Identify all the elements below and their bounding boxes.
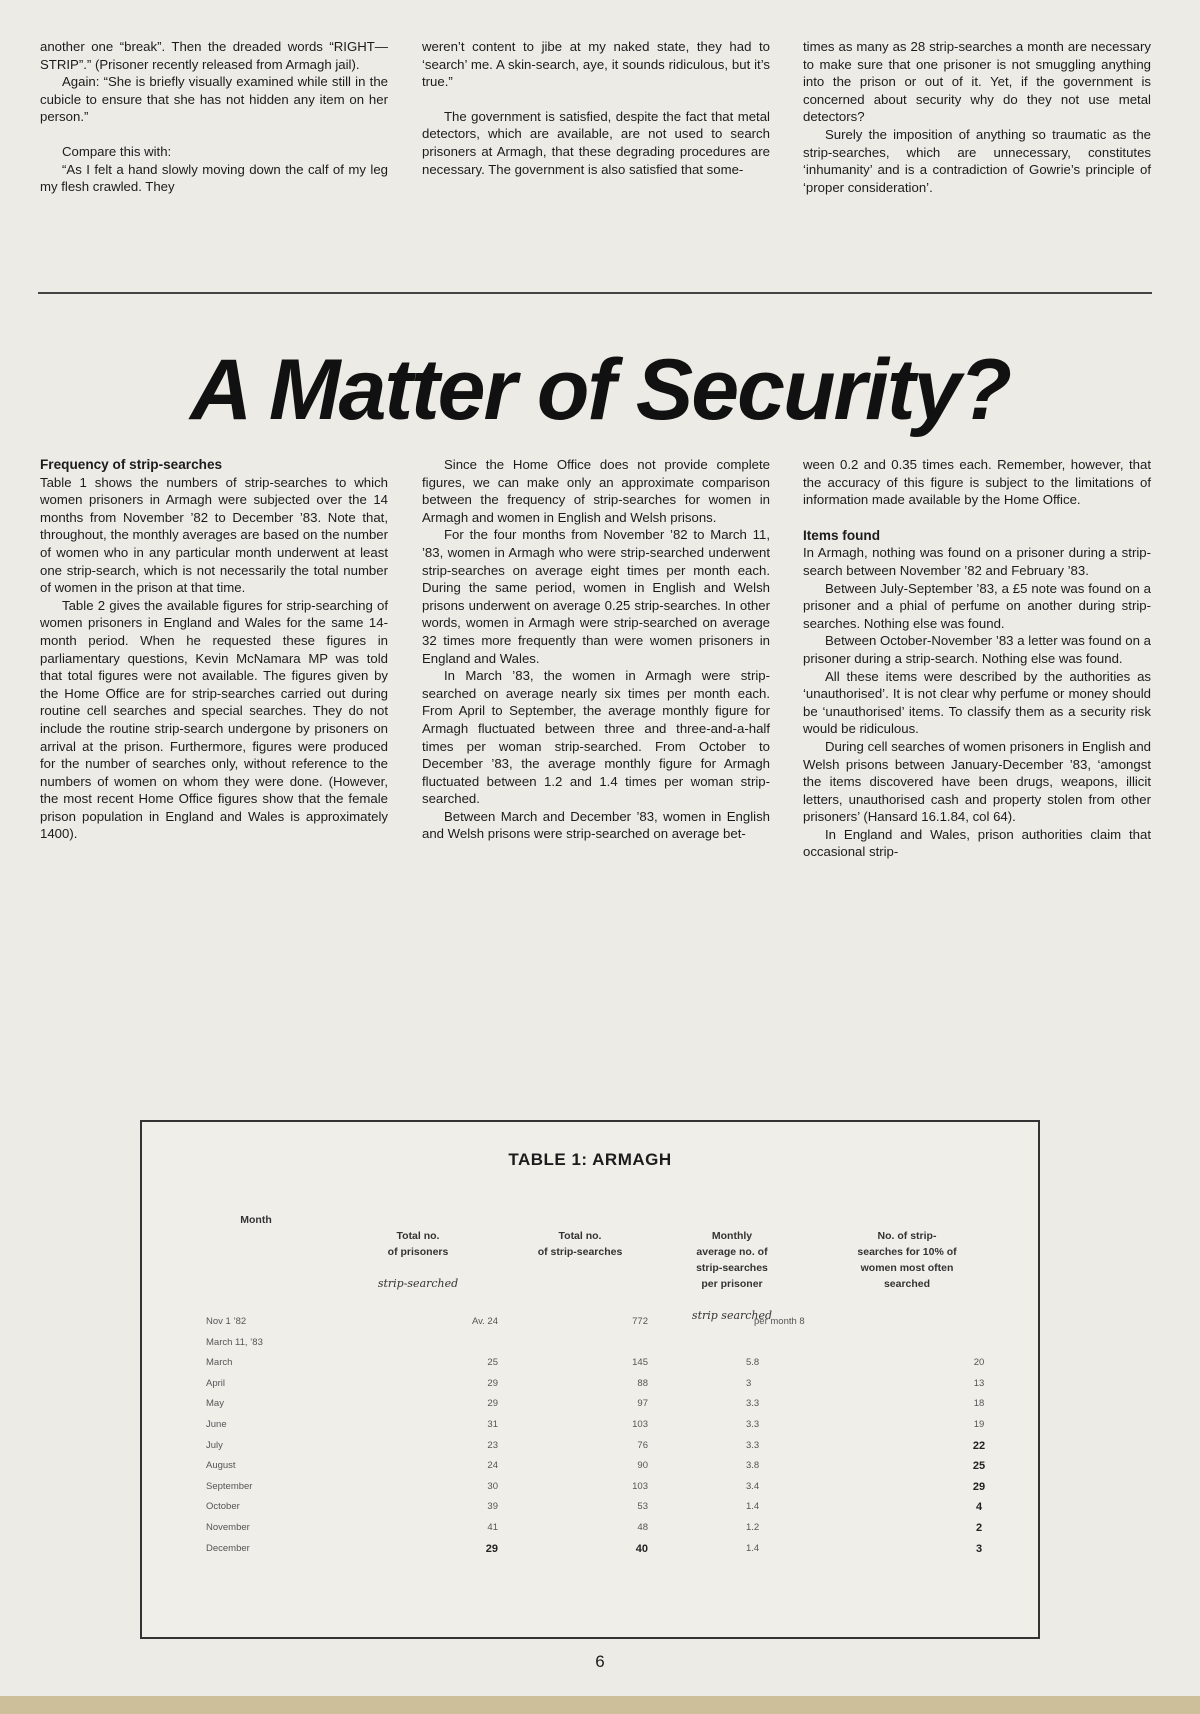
cell-searches: 53 (637, 1501, 648, 1513)
cell-month: October (206, 1501, 240, 1513)
cell-prisoners: 41 (487, 1522, 498, 1533)
table-row (142, 1501, 1038, 1521)
paragraph: Between March and December ’83, women in English and Welsh prisons were strip-searched on average bet- (422, 808, 770, 842)
cell-searches: 90 (637, 1460, 648, 1472)
section-heading: Frequency of strip-searches (40, 457, 223, 472)
paragraph: Surely the imposition of anything so traumatic as the strip-searches, which are unnecessary, constitutes ‘inhumanity’ and is a contradiction of Gowrie’s principle of ‘proper consideration’. (803, 126, 1151, 195)
table-row (142, 1398, 1038, 1418)
column-header-average: Monthly average no. of strip-searches per prisoner strip searched (691, 1230, 773, 1322)
cell-prisoners: 29 (485, 1542, 498, 1555)
table-row (142, 1357, 1038, 1377)
cell-month: September (206, 1480, 253, 1492)
table-row (142, 1440, 1038, 1460)
cell-ten-percent: 2 (975, 1522, 983, 1534)
cell-month: May (206, 1398, 224, 1410)
table-row (142, 1543, 1038, 1563)
column-header-searches: Total no. of strip-searches (537, 1230, 623, 1258)
table-row (142, 1481, 1038, 1501)
paragraph: During cell searches of women prisoners in English and Welsh prisons between January-December ’83, ‘amongst the items discovered have been drugs, weapons, illicit letters, unauthorised cash and property stolen from other prisoners’ (Hansard 16.1.84, col 64). (803, 738, 1151, 825)
paragraph: Table 2 gives the available figures for strip-searching of women prisoners in England and Wales for the same 14-month period. When he requested these figures in parliamentary questions, Kevin McNamara MP was told that total figures were not available. The figures given by the Home Office are for strip-searches carried out during routine cell searches and special searches. They do not include the routine strip-search undergone by prisoners on arrival at the prison. Furthermore, figures were produced for the number of searches only, without reference to the numbers of women on whom they were done. (However, the most recent Home Office figures show that the female prison population in England and Wales is approximately 1400). (40, 597, 388, 842)
paragraph: Compare this with: (62, 143, 172, 159)
paragraph: Again: “She is briefly visually examined while still in the cubicle to ensure that she has not hidden any item on her person.” (40, 74, 388, 125)
article-column-2 (422, 456, 770, 843)
cell-month: March 11, ’83 (206, 1336, 263, 1348)
cell-month: August (206, 1460, 236, 1472)
cell-average: 3.8 (746, 1460, 760, 1472)
cell-searches: 40 (635, 1542, 648, 1555)
column-header-ten-percent: No. of strip- searches for 10% of women most often searched (857, 1230, 957, 1290)
cell-prisoners: 29 (487, 1377, 498, 1389)
cell-searches: 772 (632, 1316, 648, 1327)
article-column-3 (803, 456, 1151, 861)
section-heading: Items found (803, 527, 881, 543)
cell-searches: 103 (632, 1419, 648, 1430)
cell-searches: 88 (637, 1377, 648, 1389)
cell-prisoners: 30 (487, 1480, 498, 1492)
cell-average: 3.3 (746, 1398, 760, 1410)
paragraph: Since the Home Office does not provide complete figures, we can make only an approximate comparison between the frequency of strip-searches for women in Armagh and women in English and Welsh prisons. (422, 457, 770, 525)
cell-average: 1.2 (746, 1522, 760, 1533)
cell-note: per month 8 (754, 1316, 805, 1327)
cell-average: 3 (746, 1377, 752, 1389)
article-column-1 (40, 456, 388, 843)
cell-searches: 103 (632, 1480, 648, 1492)
table-row (142, 1419, 1038, 1439)
page-number: 6 (595, 1652, 605, 1671)
column-header-prisoners: Total no. of prisoners strip-searched (377, 1230, 459, 1290)
cell-prisoners: 25 (487, 1357, 498, 1369)
cell-prisoners: Av. 24 (471, 1316, 498, 1327)
column-header-month: Month (240, 1214, 272, 1226)
cell-ten-percent: 3 (975, 1542, 983, 1555)
cell-average: 3.3 (746, 1439, 760, 1451)
table-row (142, 1378, 1038, 1398)
paragraph: “As I felt a hand slowly moving down the calf of my leg my flesh crawled. They (40, 161, 388, 195)
paragraph: Table 1 shows the numbers of strip-searches to which women prisoners in Armagh were subjected over the 14 months from November ’82 to December ’83. Note that, throughout, the monthly averages are based on the number of women who in any particular month underwent at least one strip-search, which is not necessarily the total number of women in the prison at that time. (40, 474, 388, 596)
cell-searches: 76 (637, 1439, 648, 1451)
table-row (142, 1460, 1038, 1480)
table-row (142, 1316, 1038, 1336)
paragraph: Between July-September ’83, a £5 note was found on a prisoner and a phial of perfume on another during strip-searches. Nothing else was found. (803, 580, 1151, 631)
cell-month: July (206, 1439, 223, 1451)
paragraph: The government is satisfied, despite the fact that metal detectors, which are available, are not used to search prisoners at Armagh, that these degrading procedures are necessary. The government is also satisfied that some- (422, 108, 770, 177)
paragraph: All these items were described by the authorities as ‘unauthorised’. It is not clear why perfume or money should be ‘unauthorised’ items. To classify them as a security risk would be ridiculous. (803, 668, 1151, 737)
handwritten-annotation: strip searched (691, 1309, 773, 1322)
table-row (142, 1337, 1038, 1357)
cell-month: March (206, 1357, 233, 1369)
cell-ten-percent: 25 (972, 1460, 986, 1473)
table-armagh (140, 1120, 1040, 1639)
cell-prisoners: 24 (487, 1460, 498, 1472)
cell-average: 1.4 (746, 1501, 760, 1513)
top-column-2 (422, 38, 770, 178)
paragraph: another one “break”. Then the dreaded words “RIGHT—STRIP”.” (Prisoner recently released from Armagh jail). (40, 39, 388, 72)
section-divider (38, 292, 1152, 294)
paragraph: In Armagh, nothing was found on a prisoner during a strip-search between November ’82 and February ’83. (803, 545, 1151, 578)
cell-prisoners: 23 (487, 1439, 498, 1451)
cell-searches: 145 (632, 1357, 648, 1369)
paragraph: times as many as 28 strip-searches a month are necessary to make sure that one prisoner is not smuggling anything into the prison or out of it. Yet, if the government is concerned about security why do they not use metal detectors? (803, 39, 1151, 125)
paragraph: For the four months from November ’82 to March 11, ’83, women in Armagh who were strip-searched underwent strip-searches on average eight times per month each. During the same period, women in English and Welsh prisons underwent on average 0.25 strip-searches. In other words, women in Armagh were strip-searched on average 32 times more frequently than were women prisoners in England and Wales. (422, 527, 770, 666)
cell-prisoners: 39 (487, 1501, 498, 1513)
table-title: TABLE 1: ARMAGH (508, 1150, 672, 1169)
cell-ten-percent: 19 (973, 1419, 985, 1430)
cell-month: Nov 1 ’82 (206, 1316, 247, 1327)
top-column-1 (40, 38, 388, 196)
cell-ten-percent: 13 (973, 1377, 985, 1389)
paragraph: ween 0.2 and 0.35 times each. Remember, however, that the accuracy of this figure is subject to the limitations of information made available by the Home Office. (803, 457, 1151, 508)
paragraph: Between October-November ’83 a letter was found on a prisoner during a strip-search. Nothing else was found. (803, 633, 1151, 666)
cell-average: 3.3 (746, 1419, 760, 1430)
top-column-3 (803, 38, 1151, 196)
cell-month: December (206, 1542, 250, 1554)
cell-ten-percent: 4 (975, 1501, 983, 1514)
paragraph: In March ’83, the women in Armagh were strip-searched on average nearly six times per month each. From April to September, the average monthly figure for Armagh fluctuated between three and three-and-a-half times per woman strip-searched. From October to December ’83, the average monthly figure for Armagh fluctuated between 1.2 and 1.4 times per woman strip-searched. (422, 668, 770, 807)
cell-ten-percent: 29 (972, 1480, 986, 1493)
cell-prisoners: 31 (487, 1419, 498, 1430)
cell-average: 1.4 (746, 1542, 760, 1554)
paragraph: weren’t content to jibe at my naked state, they had to ‘search’ me. A skin-search, aye, it sounds ridiculous, but it’s true.” (422, 39, 770, 90)
page-edge (0, 1696, 1200, 1714)
article-headline: A Matter of Security? (190, 342, 1010, 438)
cell-searches: 97 (637, 1398, 648, 1410)
cell-ten-percent: 18 (973, 1398, 985, 1410)
cell-month: April (206, 1377, 226, 1389)
cell-prisoners: 29 (487, 1398, 498, 1410)
cell-searches: 48 (637, 1522, 648, 1533)
cell-average: 5.8 (746, 1357, 760, 1369)
cell-average: 3.4 (746, 1480, 760, 1492)
cell-ten-percent: 20 (973, 1357, 985, 1369)
handwritten-annotation: strip-searched (377, 1277, 459, 1290)
table-row (142, 1522, 1038, 1542)
cell-month: June (206, 1419, 227, 1430)
cell-month: November (206, 1522, 250, 1533)
cell-ten-percent: 22 (972, 1439, 986, 1452)
paragraph: In England and Wales, prison authorities claim that occasional strip- (803, 826, 1151, 860)
